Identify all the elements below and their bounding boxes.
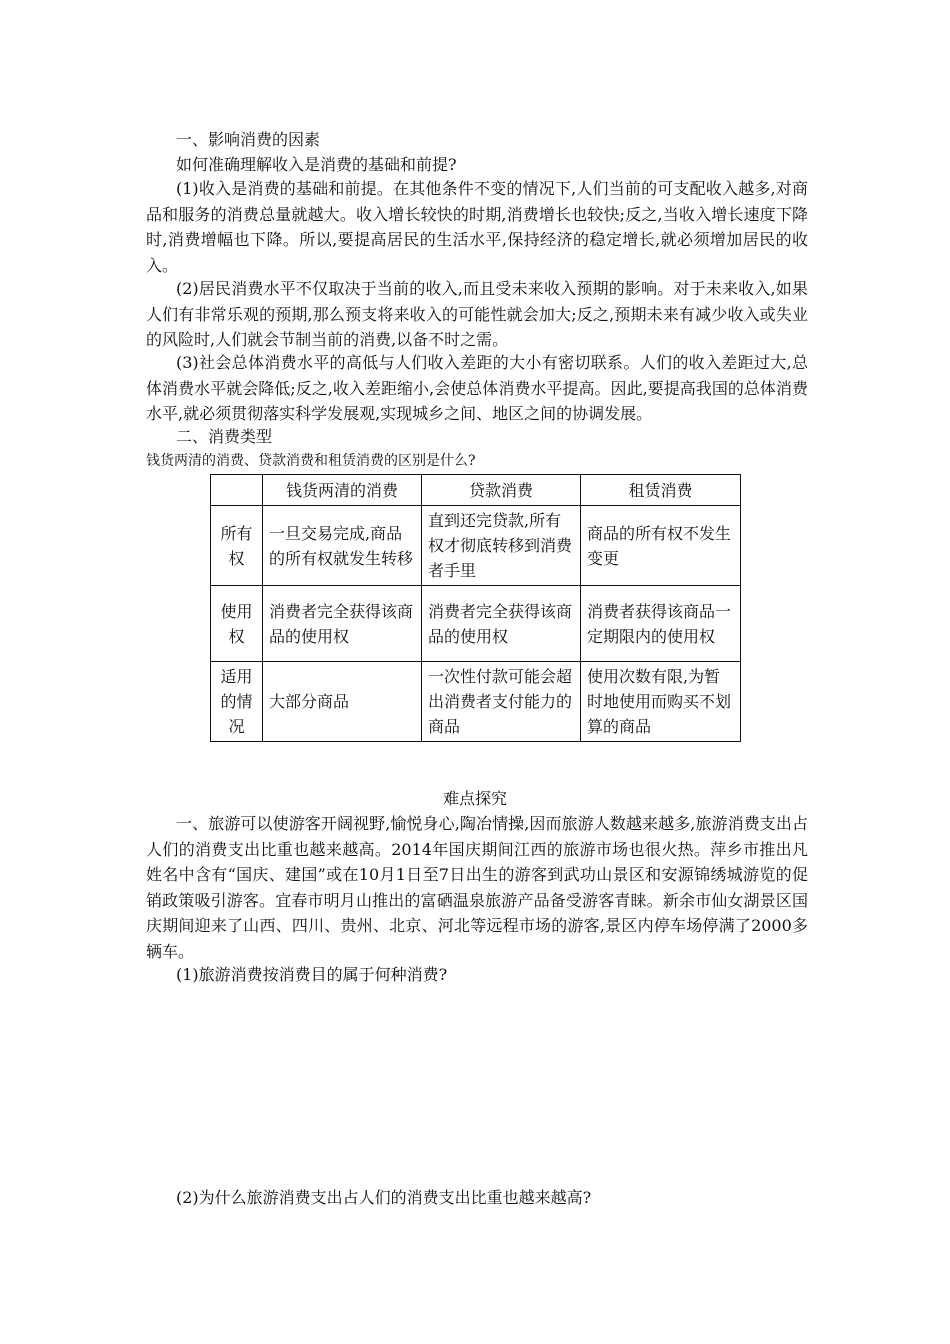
table-header-cell: 租赁消费 bbox=[581, 475, 741, 506]
section1-point-2 bbox=[146, 276, 808, 353]
question-1: (1)旅游消费按消费目的属于何种消费? bbox=[176, 965, 448, 984]
table-row-header: 适用的情况 bbox=[211, 662, 263, 742]
table-cell: 大部分商品 bbox=[263, 662, 422, 742]
consumption-type-table bbox=[210, 474, 741, 742]
table-cell: 商品的所有权不发生变更 bbox=[581, 506, 741, 586]
table-row bbox=[211, 662, 741, 742]
table-cell: 一旦交易完成,商品的所有权就发生转移 bbox=[263, 506, 422, 586]
table-header-cell bbox=[211, 475, 263, 506]
section3-title: 难点探究 bbox=[442, 789, 507, 808]
table-row bbox=[211, 586, 741, 662]
section1-point-1 bbox=[146, 176, 808, 278]
section1-heading: 一、影响消费的因素 bbox=[176, 130, 321, 149]
section1-question: 如何准确理解收入是消费的基础和前提? bbox=[176, 155, 457, 174]
table-cell: 一次性付款可能会超出消费者支付能力的商品 bbox=[422, 662, 581, 742]
table-cell: 直到还完贷款,所有权才彻底转移到消费者手里 bbox=[422, 506, 581, 586]
table-row-header: 使用权 bbox=[211, 586, 263, 662]
question-2: (2)为什么旅游消费支出占人们的消费支出比重也越来越高? bbox=[176, 1188, 592, 1207]
point-text: (2)居民消费水平不仅取决于当前的收入,而且受未来收入预期的影响。对于未来收入,如果人们有非常乐观的预期,那么预支将来收入的可能性就会加大;反之,预期未来有减少收入或失业的风险时,人们就会节制当前的消费,以备不时之需。 bbox=[146, 279, 808, 349]
section1-point-3 bbox=[146, 350, 808, 427]
table-cell: 消费者完全获得该商品的使用权 bbox=[263, 586, 422, 662]
passage-text: 一、旅游可以使游客开阔视野,愉悦身心,陶冶情操,因而旅游人数越来越多,旅游消费支出占人们的消费支出比重也越来越高。2014年国庆期间江西的旅游市场也很火热。萍乡市推出凡姓名中含有“国庆、建国”或在10月1日至7日出生的游客到武功山景区和安源锦绣城游览的促销政策吸引游客。宜春市明月山推出的富硒温泉旅游产品备受游客青睐。新余市仙女湖景区国庆期间迎来了山西、四川、贵州、北京、河北等远程市场的游客,景区内停车场停满了2000多辆车。 bbox=[146, 814, 808, 961]
point-text: (1)收入是消费的基础和前提。在其他条件不变的情况下,人们当前的可支配收入越多,对商品和服务的消费总量就越大。收入增长较快的时期,消费增长也较快;反之,当收入增长速度下降时,消费增幅也下降。所以,要提高居民的生活水平,保持经济的稳定增长,就必须增加居民的收入。 bbox=[146, 179, 808, 275]
table-row bbox=[211, 506, 741, 586]
table-cell: 使用次数有限,为暂时地使用而购买不划算的商品 bbox=[581, 662, 741, 742]
table-cell: 消费者完全获得该商品的使用权 bbox=[422, 586, 581, 662]
section2-question: 钱货两清的消费、贷款消费和租赁消费的区别是什么? bbox=[146, 453, 476, 469]
table-header-row bbox=[211, 475, 741, 506]
table-header-cell: 钱货两清的消费 bbox=[263, 475, 422, 506]
table-header-cell: 贷款消费 bbox=[422, 475, 581, 506]
section2-heading: 二、消费类型 bbox=[176, 427, 273, 446]
table-row-header: 所有权 bbox=[211, 506, 263, 586]
section3-passage bbox=[146, 811, 808, 964]
point-text: (3)社会总体消费水平的高低与人们收入差距的大小有密切联系。人们的收入差距过大,总体消费水平就会降低;反之,收入差距缩小,会使总体消费水平提高。因此,要提高我国的总体消费水平,就必须贯彻落实科学发展观,实现城乡之间、地区之间的协调发展。 bbox=[146, 353, 808, 423]
table-cell: 消费者获得该商品一定期限内的使用权 bbox=[581, 586, 741, 662]
